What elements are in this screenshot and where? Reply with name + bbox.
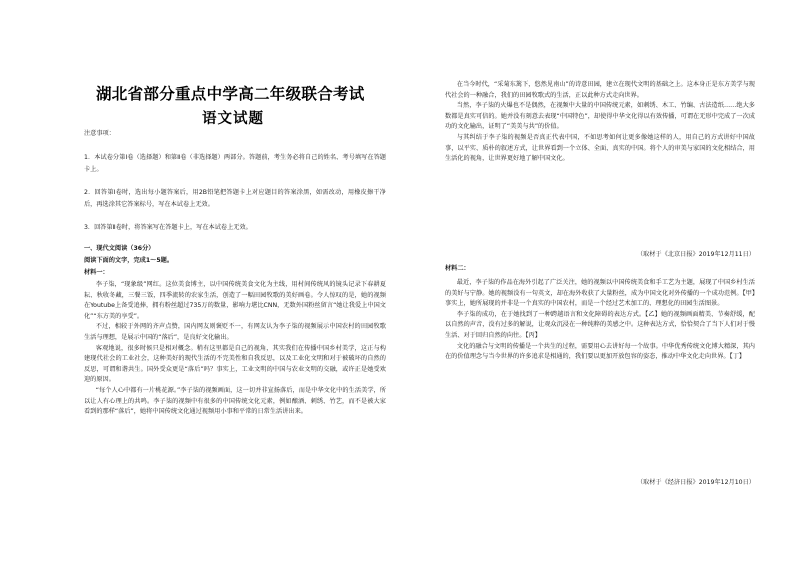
paragraph: 在当今时代，“采菊东篱下，悠然见南山”的诗意田园，建立在现代文明的基础之上。这本身正是东方美学与现代社会的一种融合，我们的田园牧歌式的生活，正以此种方式走向世界。	[445, 81, 755, 99]
section-heading: 一、现代文阅读（36分）	[84, 245, 155, 252]
exam-title: 湖北省部分重点中学高二年级联合考试	[96, 84, 365, 103]
paragraph: 当然，李子柒的火爆也不是偶然，在视频中大量的中国传统元素，如刺绣、木工、竹编、古法造纸……绝大多数都是真实可信的。她并没有刻意去表现“中国特色”，却使得中华文化得以有效传播，可谓在无形中完成了一次成功的文化输出，证明了“美美与共”的价值。	[445, 102, 755, 131]
paragraph: 李子柒的成功，在于她找到了一种跨越语言和文化障碍的表达方式。【乙】她的视频画面精美、节奏舒缓，配以自然的声音，没有过多的解说，让观众沉浸在一种纯粹的美感之中。这种表达方式，恰恰契合了当下人们对于慢生活、对于回归自然的向往。【丙】	[445, 310, 755, 339]
notice-section	[84, 129, 386, 140]
material1-label: 材料一：	[84, 269, 109, 276]
paragraph: 与其纠结于李子柒的视频是否真正代表中国，不如思考如何让更多像她这样的人，用自己的方式讲好中国故事，以平实、质朴的叙述方式，让世界看到一个立体、全面、真实的中国。将个人的审美与家国的文化相结合，用生活化的视角，让世界更好地了解中国文化。	[445, 133, 755, 163]
paragraph: 最近，李子柒的作品在海外引起了广泛关注，她的视频以中国传统美食和手工艺为主题，展现了中国乡村生活的美好与宁静。她的视频没有一句英文，却在海外收获了大量粉丝，成为中国文化对外传播的一个成功范例。【甲】事实上，她所展现的并非是一个真实的中国农村，而是一个经过艺术加工的、理想化的田园生活图景。	[445, 279, 755, 308]
paragraph: “每个人心中都有一片桃花源。”李子柒的视频画面，这一切并非宣扬落后，而是中华文化中的生活美学，所以让人有心理上的共鸣。李子柒的视频中有很多的中国传统文化元素，例如酿酒、刺绣、竹艺，而不是被大家看到的那样“落后”，她将中国传统文化通过视频用小事和平常的日常生活讲出来。	[84, 386, 386, 416]
notice-3: 3．回答第Ⅱ卷时，将答案写在答题卡上，写在本试卷上无效。	[84, 224, 252, 231]
instruction: 阅读下面的文字，完成1～5题。	[84, 257, 174, 264]
material2-label: 材料二：	[445, 265, 470, 272]
paragraph: 不过，相较于外网的齐声点赞，国内网友则褒贬不一，有网友认为李子柒的视频展示中国农村的田园牧歌生活与理想，是展示中国的“落后”，是良好文化输出。	[84, 323, 386, 341]
source-2: （取材于《经济日报》2019年12月10日）	[636, 479, 755, 486]
exam-subtitle: 语文试题	[202, 110, 264, 127]
paragraph: 客观地说，很多时候只是相对概念。稍有这里都是自己的视角，其实我们在传播中国乡村美学，这正与构建现代社会的工业社会，这种美好的现代生活的不完美性和自我反思，以及工业化文明和对于被破坏的自然的反思，可谓和谐共生。国外受众更是“落后”吗？事实上，工业文明的中国与农业文明的交融，或许正是她受欢迎的原因。	[84, 344, 386, 384]
notice-heading: 注意事项：	[84, 130, 115, 137]
material2-body	[445, 278, 755, 474]
material1-left-body	[84, 280, 386, 486]
material1-right-body	[445, 80, 755, 248]
source-1: （取材于《北京日报》2019年12月11日）	[636, 251, 755, 258]
paragraph: 李子柒，“现象级”网红。这位美食博主，以中国传统美食文化为主线，用村间传统风的镜头记录下春耕夏耘、秋收冬藏，三餐三饭，四季流转的农家生活，创造了一幅田园牧歌的美好画卷。令人惊叹的是，她的视频在Youtube上备受追捧，拥有粉丝超过735万的数量，影响力堪比CNN，无数外国粉丝留言“她让我爱上中国文化”“东方美的享受”。	[84, 281, 386, 320]
paragraph: 文化的融合与文明的传播是一个共生的过程，需要用心去讲好每一个故事。中华优秀传统文化博大精深，其内在的价值理念与当今世界的许多追求是相通的，我们要以更加开放包容的姿态，推动中华文化走向世界。【丁】	[445, 342, 755, 361]
notice-2: 2．回答第Ⅰ卷时，选出每小题答案后，用2B铅笔把答题卡上对应题目的答案涂黑，如需改动，用橡皮擦干净后，再选涂其它答案标号，写在本试卷上无效。	[84, 189, 386, 208]
notice-1: 1．本试卷分第Ⅰ卷（选择题）和第Ⅱ卷（非选择题）两部分。答题前，考生务必将自己的姓名、考号填写在答题卡上。	[84, 154, 386, 173]
